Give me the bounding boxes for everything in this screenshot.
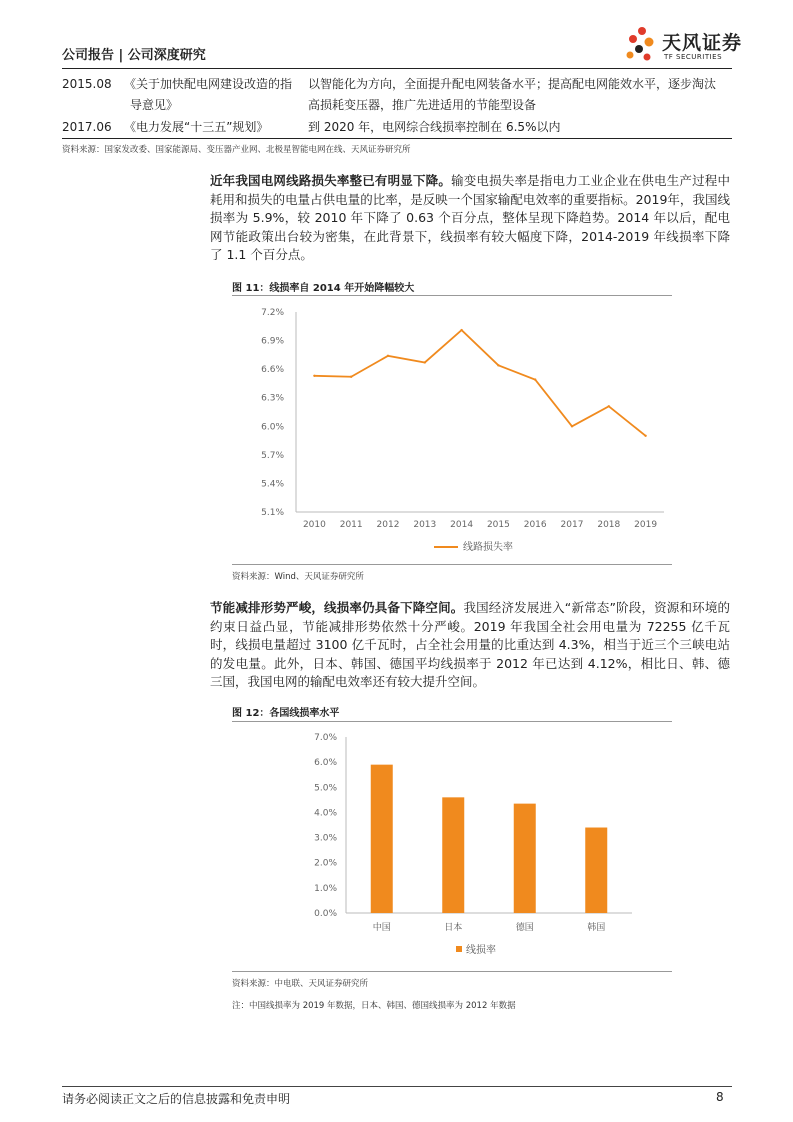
y-tick-label: 6.0% xyxy=(261,422,284,433)
y-tick-label: 1.0% xyxy=(314,883,337,894)
policy-content: 到 2020 年，电网综合线损率控制在 6.5%以内 xyxy=(308,120,561,134)
figure-11-title: 图 11：线损率自 2014 年开始降幅较大 xyxy=(232,283,415,294)
x-tick-label: 韩国 xyxy=(587,923,606,933)
x-tick-label: 2011 xyxy=(339,520,363,530)
y-tick-label: 7.0% xyxy=(314,733,337,743)
policy-name-line: 《关于加快配电网建设改造的指 xyxy=(124,77,293,91)
footer-divider xyxy=(62,1086,732,1087)
bar-德国 xyxy=(514,804,536,913)
x-tick-label: 2014 xyxy=(450,520,474,530)
bar-chart-country-line-loss xyxy=(232,724,692,969)
line-chart-line-loss xyxy=(232,298,692,563)
data-point xyxy=(460,329,462,331)
report-header-title: 公司报告 | 公司深度研究 xyxy=(62,48,206,63)
data-point xyxy=(571,425,573,427)
logo-name-en: TF SECURITIES xyxy=(664,53,723,61)
policy-name xyxy=(124,74,304,116)
x-tick-label: 2016 xyxy=(523,520,547,530)
figure-12-note: 注：中国线损率为 2019 年数据，日本、韩国、德国线损率为 2012 年数据 xyxy=(232,1001,516,1011)
bar-韩国 xyxy=(585,828,607,913)
legend-label: 线路损失率 xyxy=(463,542,513,553)
figure-11-source: 资料来源：Wind、天风证券研究所 xyxy=(232,572,364,582)
x-tick-label: 2010 xyxy=(302,520,326,530)
policy-date: 2015.08 xyxy=(62,77,112,91)
company-logo xyxy=(622,24,742,68)
data-point xyxy=(424,361,426,363)
policy-content-line: 以智能化为方向，全面提升配电网装备水平；提高配电网能效水平，逐步淘汰 xyxy=(308,77,717,91)
x-tick-label: 2013 xyxy=(413,520,437,530)
x-tick-label: 中国 xyxy=(372,923,391,933)
paragraph-line-loss-decline xyxy=(210,172,730,265)
data-point xyxy=(644,435,646,437)
logo-name-cn: 天风证券 xyxy=(662,32,743,54)
figure-11-top-rule xyxy=(232,295,672,296)
policy-content xyxy=(308,74,732,116)
x-tick-label: 日本 xyxy=(444,923,463,933)
figure-12-title: 图 12：各国线损率水平 xyxy=(232,708,340,719)
y-tick-label: 6.3% xyxy=(261,393,284,404)
policy-date: 2017.06 xyxy=(62,120,112,134)
x-tick-label: 2017 xyxy=(560,520,584,530)
x-tick-label: 2019 xyxy=(634,520,658,530)
header-divider xyxy=(62,68,732,69)
data-point xyxy=(350,376,352,378)
x-tick-label: 2018 xyxy=(597,520,621,530)
y-tick-label: 6.0% xyxy=(314,758,337,769)
paragraph-body: 输变电损失率是指电力工业企业在供电生产过程中耗用和损失的电量占供电量的比率，是反映一个国家输配电效率的重要指标。2019年，我国线损率为 5.9%，较 2010 年下降了 0.63 个百分点，整体呈现下降趋势。2014 年以后，配电网节能政策出台较为密集，在此背景下，线损率有较大幅度下降，2014-2019 年线损率下降了 1.1 个百分点。 xyxy=(210,173,730,262)
page-number: 8 xyxy=(716,1090,724,1104)
y-tick-label: 5.1% xyxy=(261,508,284,518)
x-tick-label: 2012 xyxy=(376,520,400,530)
y-tick-label: 7.2% xyxy=(261,308,284,318)
data-point xyxy=(534,378,536,380)
policy-content-line: 高损耗变压器，推广先进适用的节能型设备 xyxy=(308,98,537,112)
policy-name: 《电力发展“十三五”规划》 xyxy=(124,120,269,134)
table-bottom-rule xyxy=(62,138,732,139)
y-tick-label: 5.0% xyxy=(314,783,337,794)
paragraph-lead: 近年我国电网线路损失率整已有明显下降。 xyxy=(210,173,452,188)
y-tick-label: 0.0% xyxy=(314,909,337,919)
logo-mark-icon xyxy=(622,24,662,68)
data-point xyxy=(387,355,389,357)
y-tick-label: 3.0% xyxy=(314,833,337,844)
legend-swatch xyxy=(456,946,462,952)
y-tick-label: 5.7% xyxy=(261,450,284,461)
y-tick-label: 2.0% xyxy=(314,858,337,869)
legend-label: 线损率 xyxy=(466,945,496,956)
policy-name-line: 导意见》 xyxy=(130,98,179,112)
figure-12-top-rule xyxy=(232,721,672,722)
y-tick-label: 4.0% xyxy=(314,808,337,819)
data-point xyxy=(608,405,610,407)
bar-中国 xyxy=(371,765,393,913)
y-tick-label: 6.9% xyxy=(261,336,284,347)
series-line-线路损失率 xyxy=(314,330,645,436)
y-tick-label: 5.4% xyxy=(261,479,284,490)
paragraph-energy-saving xyxy=(210,599,730,692)
figure-11-bottom-rule xyxy=(232,564,672,565)
bar-日本 xyxy=(442,797,464,913)
table-source: 资料来源：国家发改委、国家能源局、变压器产业网、北极星智能电网在线、天风证券研究所 xyxy=(62,145,411,155)
x-tick-label: 2015 xyxy=(486,520,510,530)
data-point xyxy=(497,364,499,366)
data-point xyxy=(313,375,315,377)
footer-disclaimer: 请务必阅读正文之后的信息披露和免责申明 xyxy=(62,1092,291,1106)
x-tick-label: 德国 xyxy=(515,923,534,933)
figure-12-source: 资料来源：中电联、天风证券研究所 xyxy=(232,979,369,989)
y-tick-label: 6.6% xyxy=(261,365,284,376)
paragraph-lead: 节能减排形势严峻，线损率仍具备下降空间。 xyxy=(210,600,464,615)
figure-12-bottom-rule xyxy=(232,971,672,972)
paragraph-body: 我国经济发展进入“新常态”阶段，资源和环境的约束日益凸显，节能减排形势依然十分严峻。2019 年我国全社会用电量为 72255 亿千瓦时，线损电量超过 3100 亿千瓦时，占全社会用量的比重达到 4.3%，相当于近三个三峡电站的发电量。此外，日本、韩国、德国平均线损率于 2012 年已达到 4.12%，相比日、韩、德三国，我国电网的输配电效率还有较大提升空间。 xyxy=(210,600,730,689)
